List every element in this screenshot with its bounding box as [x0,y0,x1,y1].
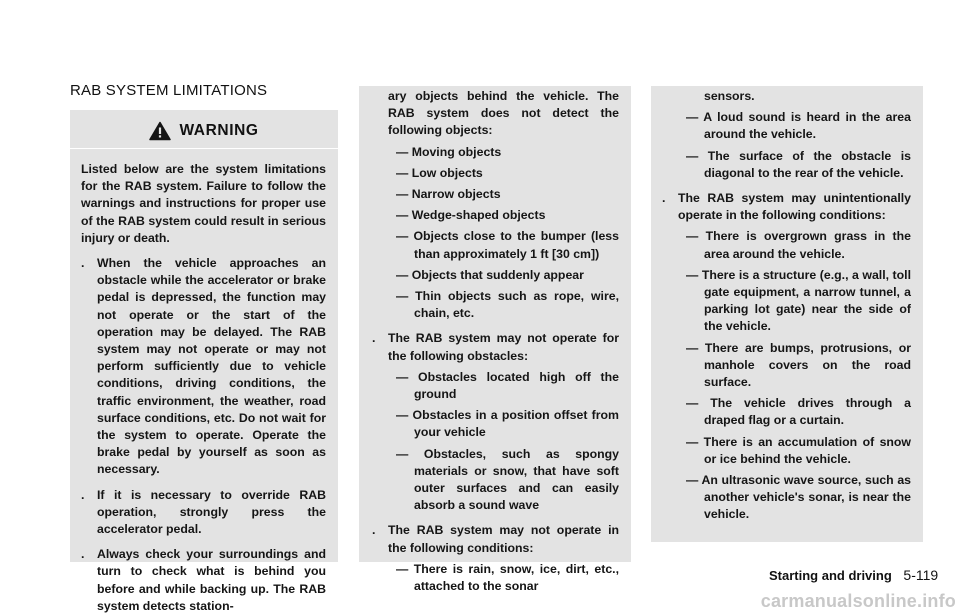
bullet-text: The RAB system may not operate for the following obstacles: [388,331,619,363]
condition-item: — There is an accumulation of snow or ice behind the vehicle. [686,434,911,466]
object-item: — Moving objects [396,144,502,159]
warning-bullet [662,190,911,524]
warning-panel-continued-2 [651,86,923,542]
bullet-icon: . [372,523,376,538]
object-item: — Low objects [396,165,483,180]
warning-triangle-icon [149,121,171,141]
bullet-icon: . [372,331,376,346]
warning-panel-continued [359,86,631,594]
obstacle-item: — Obstacles located high off the ground [396,369,619,402]
condition-item: — There is rain, snow, ice, dirt, etc., attached to the sonar [396,561,619,594]
bullet-text: The RAB system may not operate in the following conditions: [388,523,619,555]
bullet-text: The RAB system may unintentionally operate in the following conditions: [678,191,911,223]
object-item: — Objects close to the bumper (less than approximately 1 ft [30 cm]) [396,229,619,261]
bullet-text: Always check your surroundings and turn to check what is behind you before and while backing up. The RAB system detects station- [97,547,326,613]
condition-item: — The surface of the obstacle is diagonal to the rear of the vehicle. [686,148,911,180]
bullet-icon: . [81,256,85,271]
object-item: — Thin objects such as rope, wire, chain, etc. [396,289,619,321]
bullet-icon: . [81,547,85,562]
continuation-text: sensors. [704,89,755,103]
obstacle-item: — Obstacles in a position offset from your vehicle [396,408,619,440]
warning-bullet [372,330,619,514]
warning-title: WARNING [179,122,259,140]
bullet-icon: . [662,191,666,206]
section-title: RAB SYSTEM LIMITATIONS [70,82,268,99]
object-item: — Wedge-shaped objects [396,208,546,223]
obstacle-item: — Obstacles, such as spongy materials or snow, that have soft outer surfaces and can easily absorb a sound wave [396,446,619,513]
warning-header [70,110,338,148]
condition-item: — An ultrasonic wave source, such as another vehicle's sonar, is near the vehicle. [686,473,911,522]
condition-item: — The vehicle drives through a draped flag or a curtain. [686,396,911,428]
warning-divider [70,148,338,149]
condition-item: — There is overgrown grass in the area around the vehicle. [686,229,911,261]
warning-intro: Listed below are the system limitations for the RAB system. Failure to follow the warnings and instructions for proper use of the RAB system could result in serious injury or death. [81,162,326,245]
watermark: carmanualsonline.info [760,591,956,611]
condition-item: — There are bumps, protrusions, or manhole covers on the road surface. [686,340,911,390]
bullet-text: If it is necessary to override RAB operation, strongly press the accelerator pedal. [97,487,326,537]
warning-bullet [81,487,326,539]
condition-item: — A loud sound is heard in the area around the vehicle. [686,110,911,142]
bullet-text: When the vehicle approaches an obstacle while the accelerator or brake pedal is depressed, the function may not operate or the start of the operation may be delayed. The RAB system may not operate or may not perform sufficiently due to vehicle conditions, driving conditions, the traffic environment, the weather, road surface conditions, etc. Do not wait for the system to operate. Operate the brake pedal by yourself as soon as necessary. [97,256,326,477]
footer-section: Starting and driving [769,568,892,583]
warning-panel [70,110,338,613]
object-item: — Objects that suddenly appear [396,267,584,282]
warning-bullet [81,255,326,479]
warning-bullet [372,522,619,595]
page-footer [769,567,938,583]
object-item: — Narrow objects [396,187,501,202]
warning-bullet [81,546,326,615]
continuation-text: ary objects behind the vehicle. The RAB system does not detect the following objects: [388,89,619,138]
condition-item: — There is a structure (e.g., a wall, toll gate equipment, a narrow tunnel, a parking lot gate) near the side of the vehicle. [686,267,911,334]
bullet-icon: . [81,487,85,502]
page-number: 5-119 [903,567,939,583]
